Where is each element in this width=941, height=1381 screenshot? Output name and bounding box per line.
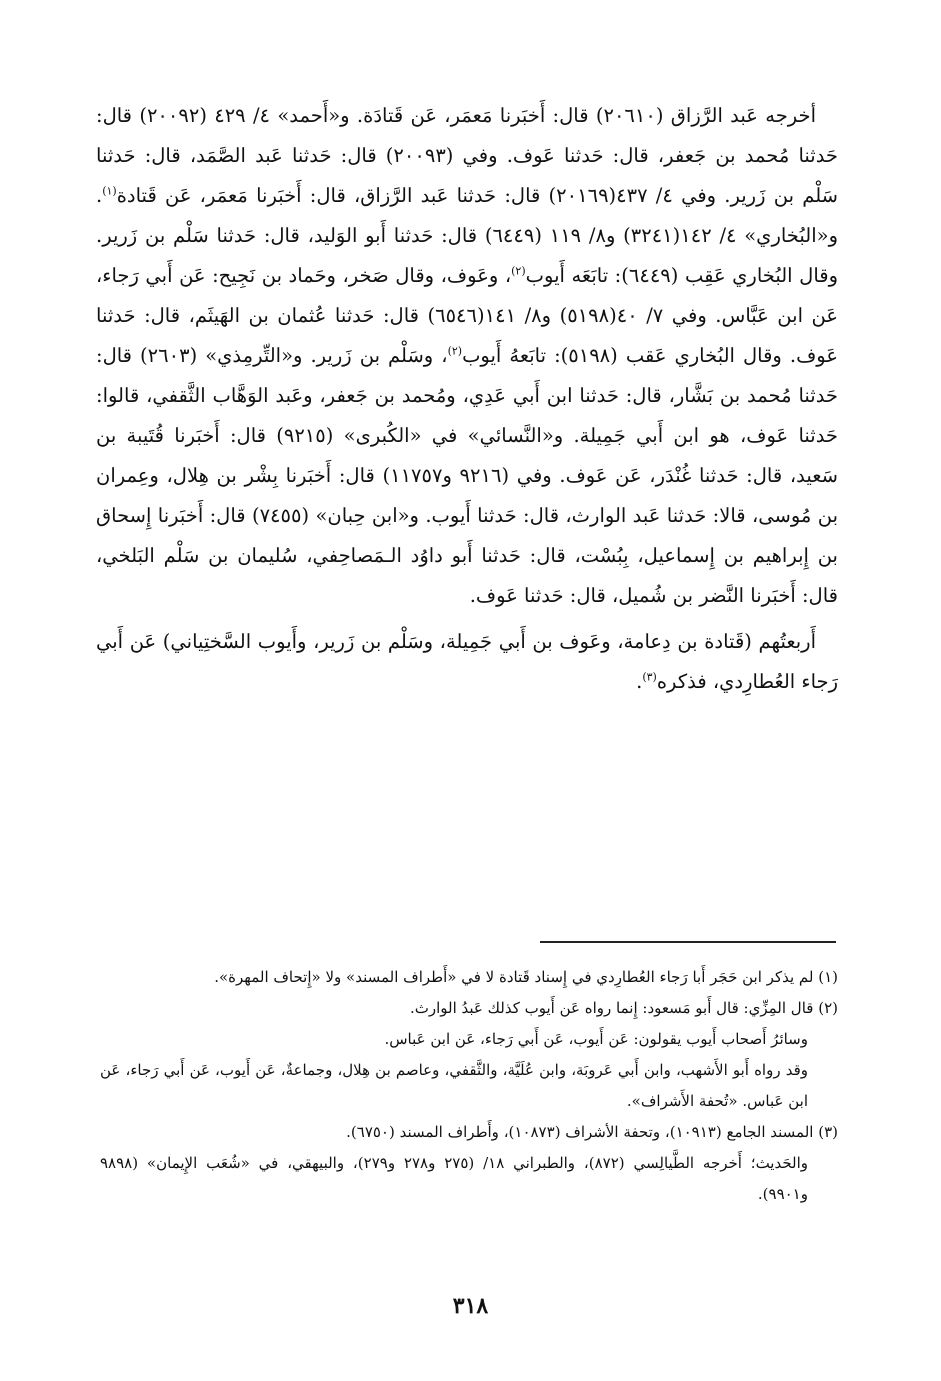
- footnote-ref-3[interactable]: (٣): [642, 670, 657, 684]
- footnote-2: (٢) قال المِزِّي: قال أَبو مَسعود: إِنما رواه عَن أَيوب كذلك عَبدُ الوارث.: [409, 999, 838, 1017]
- main-text: [96, 96, 838, 702]
- paragraph-text-part: أَربعتُهم (قَتادة بن دِعامة، وعَوف بن أَبي جَمِيلة، وسَلْم بن زَرير، وأَيوب السَّختِياني) عَن أَبي رَجاء العُطارِدي، فذكره: [96, 630, 838, 693]
- footnote-3-continuation: والحَديث؛ أَخرجه الطَّيالِسي (٨٧٢)، والطبراني ١٨/ (٢٧٥ و٢٧٨ و٢٧٩)، والبيهقي، في «شُعَب الإِيمان» (٩٨٩٨ و٩٩٠١).: [100, 1154, 809, 1203]
- footnote-ref-2-repeat[interactable]: (٢): [447, 344, 463, 358]
- paragraph-text-part: .: [636, 670, 643, 693]
- page-number: ٣١٨: [452, 1293, 489, 1319]
- paragraph-hadith-sources: [96, 96, 838, 616]
- paragraph-text-part: ، وسَلْم بن زَرير. و«التِّرمِذي» (٢٦٠٣) قال: حَدثنا مُحمد بن بَشَّار، قال: حَدثنا ابن أَبي عَدِي، ومُحمد بن جَعفر، وعَبد الوَهَّاب الثَّقفي، قالوا: حَدثنا عَوف، هو ابن أَبي جَمِيلة. و«النَّسائي» في «الكُبرى» (٩٢١٥) قال: أَخبَرنا قُتَيبة بن سَعيد، قال: حَدثنا غُنْدَر، عَن عَوف. وفي (٩٢١٦ و١١٧٥٧) قال: أَخبَرنا بِشْر بن هِلال، وعِمران بن مُوسى، قالا: حَدثنا عَبد الوارث، قال: حَدثنا أَيوب. و«ابن حِبان» (٧٤٥٥) قال: أَخبَرنا إِسحاق بن إِبراهيم بن إِسماعيل، بِبُسْت، قال: حَدثنا أَبو داوُد الـمَصاحِفي، سُليمان بن سَلْم البَلخي، قال: أَخبَرنا النَّضر بن شُميل، قال: حَدثنا عَوف.: [96, 344, 839, 607]
- paragraph-text-part: . و«البُخاري» ٤/ ١٤٢(٣٢٤١) و٨/ ١١٩ (٦٤٤٩) قال: حَدثنا أَبو الوَليد، قال: حَدثنا سَلْم بن زَرير. وقال البُخاري عَقِب (٦٤٤٩): تابَعَه أَيوب: [96, 184, 838, 287]
- footnote-3: (٣) المسند الجامع (١٠٩١٣)، وتحفة الأشراف (١٠٨٧٣)، وأَطراف المسند (٦٧٥٠).: [346, 1123, 838, 1141]
- footnote-2-continuation: وقد رواه أَبو الأَشهب، وابن أَبي عَروبَة، وابن عُلَيَّة، والثَّقفي، وعاصم بن هِلال، وجماعةٌ، عَن أَيوب، عَن أَبي رَجاء، عَن ابن عَباس. «تُحفة الأَشراف».: [100, 1061, 808, 1110]
- footnote-1: (١) لم يذكر ابن حَجَر أَبا رَجاء العُطارِدي في إِسناد قَتادة لا في «أَطراف المسند» ولا «إِتحاف المهرة».: [214, 968, 838, 986]
- paragraph-text-part: أخرجه عَبد الرَّزاق (٢٠٦١٠) قال: أَخبَرنا مَعمَر، عَن قَتادَة. و«أَحمد» ٤/ ٤٢٩ (٢٠٠٩٢) قال: حَدثنا مُحمد بن جَعفر، قال: حَدثنا عَوف. وفي (٢٠٠٩٣) قال: حَدثنا عَبد الصَّمَد، قال: حَدثنا سَلْم بن زَرير. وفي ٤/ ٤٣٧(٢٠١٦٩) قال: حَدثنا عَبد الرَّزاق، قال: أَخبَرنا مَعمَر، عَن قَتادة: [96, 104, 838, 207]
- footnote-2-continuation: وسائرُ أَصحاب أَيوب يقولون: عَن أَيوب، عَن أَبي رَجاء، عَن ابن عَباس.: [384, 1030, 808, 1048]
- footnote-ref-1[interactable]: (١): [102, 184, 117, 198]
- footnotes: [100, 962, 838, 1210]
- paragraph-text-part: ، وعَوف، وقال صَخر، وحَماد بن نَجِيح: عَن أَبي رَجاء، عَن ابن عَبَّاس. وفي ٧/ ٤٠(٥١٩٨) و٨/ ١٤١(٦٥٤٦) قال: حَدثنا عُثمان بن الهَيثَم، قال: حَدثنا عَوف. وقال البُخاري عَقب (٥١٩٨): تابَعهُ أَيوب: [96, 264, 838, 367]
- footnote-ref-2[interactable]: (٢): [511, 264, 526, 278]
- paragraph-narrators-summary: [96, 622, 838, 702]
- footnote-separator: [540, 941, 836, 943]
